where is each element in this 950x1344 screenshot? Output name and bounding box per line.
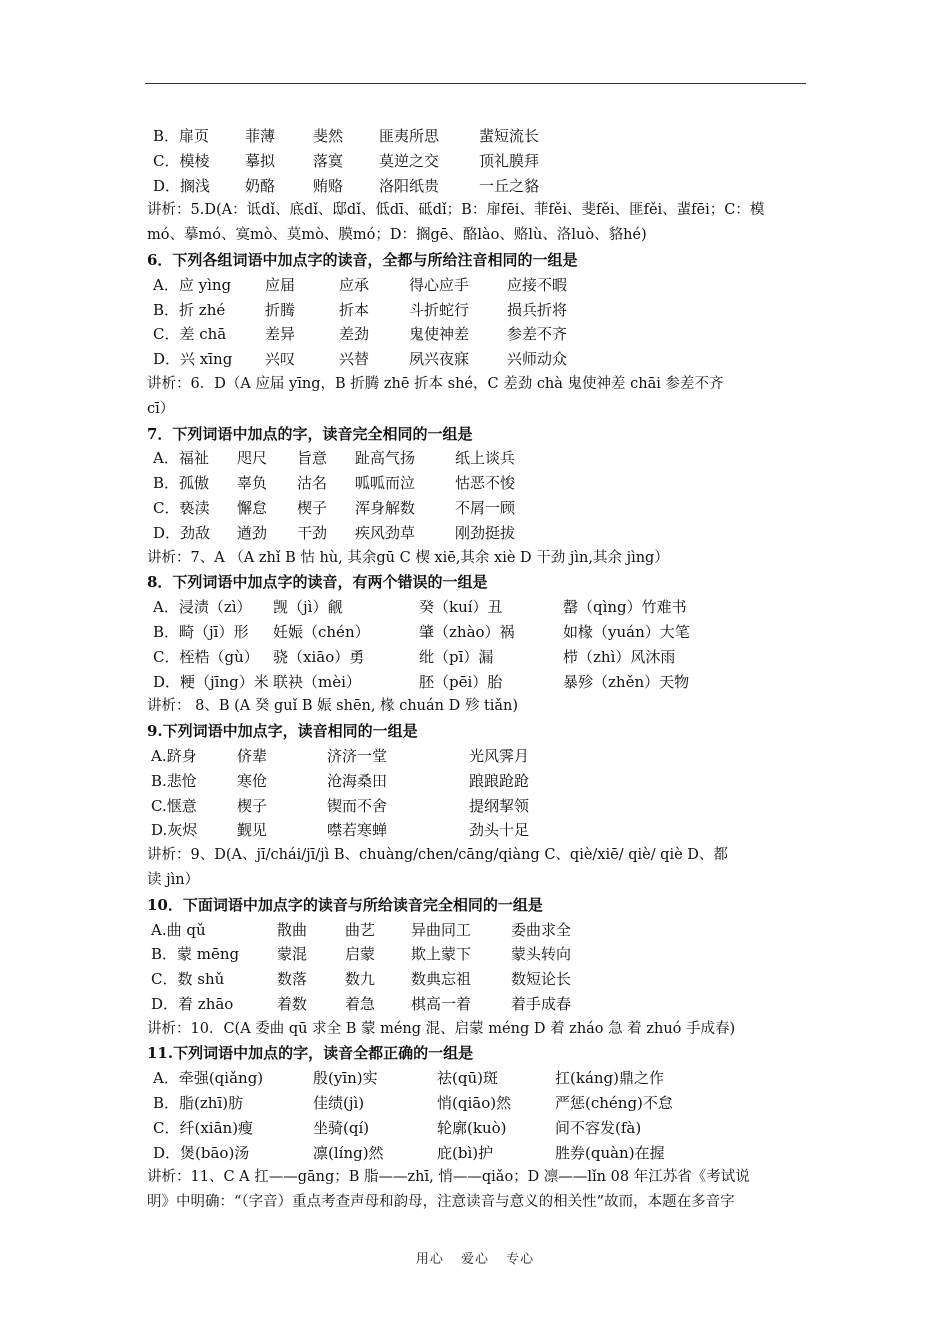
text-cell: 锲而不舍	[327, 796, 388, 815]
text-cell: 胜券(quàn)在握	[555, 1143, 665, 1162]
text-cell: 8．下列词语中加点字的读音，有两个错误的一组是	[147, 573, 488, 592]
option-line	[147, 124, 812, 149]
text-cell: 顶礼膜拜	[479, 151, 540, 170]
text-cell: 咫尺	[237, 449, 268, 468]
text-cell: B．孤傲	[153, 474, 210, 493]
text-cell: 旨意	[297, 449, 328, 468]
text-cell: C．纤(xiān)瘦	[153, 1118, 254, 1137]
text-cell: 兴师动众	[507, 350, 568, 369]
text-cell: B．扉页	[153, 127, 210, 145]
text-cell: 辜负	[237, 474, 268, 493]
text-cell: 讲析：11、C A 扛——gāng；B 脂——zhī, 悄——qiǎo；D 凛——lǐn 08 年江苏省《考试说	[147, 1169, 750, 1186]
text-cell: C．模棱	[153, 151, 210, 170]
text-cell: 讲析： 8、B (A 癸 guǐ B 娠 shēn, 椽 chuán D 殄 tiǎn)	[147, 698, 519, 715]
question-line	[147, 248, 812, 273]
explanation-line	[147, 868, 812, 893]
text-cell: 遒劲	[237, 523, 268, 542]
text-cell: 讲析：7、A （A zhǐ B 怙 hù, 其余gū C 楔 xiē,其余 xiè D 干劲 jìn,其余 jìng）	[147, 549, 669, 566]
text-cell: 贿赂	[313, 176, 344, 195]
text-cell: 折本	[339, 300, 370, 319]
text-cell: 济济一堂	[327, 746, 388, 765]
text-cell: 匪夷所思	[379, 127, 440, 145]
text-cell: 差劲	[339, 325, 370, 344]
text-cell: 讲析：5.D(A：诋dǐ、底dǐ、邸dǐ、低dī、砥dǐ；B：扉fēi、菲fěi、斐fěi、匪fěi、蜚fēi；C：模	[147, 202, 765, 219]
option-line	[147, 471, 812, 496]
text-cell: 斗折蛇行	[409, 300, 470, 319]
text-cell: 浑身解数	[355, 498, 416, 517]
text-cell: 落寞	[313, 151, 344, 170]
text-cell: 异曲同工	[411, 920, 472, 939]
text-cell: 轮廓(kuò)	[437, 1118, 507, 1137]
text-cell: 数落	[277, 970, 308, 989]
text-cell: 胚（pēi）胎	[419, 672, 503, 691]
text-cell: 坐骑(qí)	[313, 1118, 370, 1137]
text-cell: 菲薄	[245, 127, 276, 145]
text-cell: 悄(qiāo)然	[437, 1094, 512, 1113]
text-cell: A.跻身	[151, 746, 197, 765]
text-cell: 寒伧	[237, 771, 268, 790]
text-cell: 光风霁月	[469, 746, 530, 765]
option-line	[147, 794, 812, 819]
text-cell: 洛阳纸贵	[379, 176, 440, 195]
option-line	[147, 620, 812, 645]
explanation-line	[147, 1165, 812, 1190]
text-cell: 11.下列词语中加点的字，读音全都正确的一组是	[147, 1044, 474, 1063]
text-cell: B．折 zhé	[153, 300, 226, 319]
text-cell: 数短论长	[511, 970, 572, 989]
option-line	[147, 496, 812, 521]
text-cell: B．畸（jī）形	[153, 622, 249, 641]
question-line	[147, 1041, 812, 1066]
text-cell: D．煲(bāo)汤	[153, 1143, 250, 1162]
text-cell: 明》中明确：“（字音）重点考查声母和韵母，注意读音与意义的相关性”故而，本题在多音字	[147, 1194, 735, 1211]
explanation-line	[147, 397, 812, 422]
question-line	[147, 719, 812, 744]
text-cell: 奶酪	[245, 176, 276, 195]
explanation-line	[147, 1190, 812, 1215]
text-cell: D．搁浅	[153, 176, 211, 195]
text-cell: 鬼使神差	[409, 325, 470, 344]
text-cell: 提纲挈领	[469, 796, 530, 815]
text-cell: mó、摹mó、寞mò、莫mò、膜mó；D：搁gē、酪lào、赂lù、洛luò、貉hé)	[147, 227, 647, 244]
text-cell: 凛(líng)然	[313, 1143, 384, 1162]
option-line	[147, 347, 812, 372]
text-cell: C.惬意	[151, 796, 197, 815]
text-cell: 劲头十足	[469, 821, 530, 840]
option-line	[147, 670, 812, 695]
text-cell: 应接不暇	[507, 275, 568, 294]
text-cell: 9.下列词语中加点字，读音相同的一组是	[147, 722, 418, 741]
text-cell: 楔子	[237, 796, 268, 815]
text-cell: 祛(qū)斑	[437, 1069, 498, 1088]
text-cell: 疾风劲草	[355, 523, 416, 542]
text-cell: B．脂(zhī)肪	[153, 1094, 244, 1113]
text-cell: A．浸渍（zì）	[153, 598, 252, 617]
text-cell: 如椽（yuán）大笔	[563, 622, 690, 641]
option-line	[147, 174, 812, 199]
text-cell: 噤若寒蝉	[327, 821, 388, 840]
text-cell: 数九	[345, 970, 376, 989]
text-cell: 蒙混	[277, 945, 308, 964]
option-line	[147, 645, 812, 670]
text-cell: 棋高一着	[411, 994, 472, 1013]
text-cell: 数典忘祖	[411, 970, 472, 989]
option-line	[147, 1091, 812, 1116]
explanation-line	[147, 843, 812, 868]
option-line	[147, 273, 812, 298]
text-cell: 参差不齐	[507, 325, 568, 344]
option-line	[147, 744, 812, 769]
text-cell: A.曲 qǔ	[151, 920, 206, 939]
page-footer	[0, 1248, 950, 1267]
text-cell: 差异	[265, 325, 296, 344]
text-cell: 兴替	[339, 350, 370, 369]
text-cell: 趾高气扬	[355, 449, 416, 468]
text-cell: 莫逆之交	[379, 151, 440, 170]
text-cell: 蒙头转向	[511, 945, 572, 964]
option-line	[147, 521, 812, 546]
footer-left: 用心	[415, 1252, 444, 1267]
text-cell: 读 jìn）	[147, 871, 200, 888]
option-line	[147, 298, 812, 323]
text-cell: 侪辈	[237, 746, 268, 765]
text-cell: 蜚短流长	[479, 127, 540, 145]
text-cell: 摹拟	[245, 151, 276, 170]
text-cell: 呱呱而泣	[355, 474, 416, 493]
text-cell: 扛(káng)鼎之作	[555, 1069, 664, 1088]
option-line	[147, 322, 812, 347]
text-cell: 觊（jì）觎	[273, 598, 343, 617]
text-cell: B.悲怆	[151, 771, 197, 790]
text-cell: 应届	[265, 275, 296, 294]
explanation-line	[147, 223, 812, 248]
text-cell: 踉踉跄跄	[469, 771, 530, 790]
text-cell: 干劲	[297, 523, 328, 542]
text-cell: 着手成春	[511, 994, 572, 1013]
text-cell: 懈怠	[237, 498, 268, 517]
text-cell: 怙恶不悛	[455, 474, 516, 493]
text-cell: A．牵强(qiǎng)	[153, 1069, 264, 1088]
text-cell: 楔子	[297, 498, 328, 517]
text-cell: 联袂（mèi）	[273, 672, 361, 691]
text-cell: 庇(bì)护	[437, 1143, 494, 1162]
question-line	[147, 422, 812, 447]
document-body	[147, 124, 812, 1215]
option-line	[147, 595, 812, 620]
text-cell: D．劲敌	[153, 523, 211, 542]
text-cell: 暴殄（zhěn）天物	[563, 672, 690, 691]
text-cell: 7．下列词语中加点的字，读音完全相同的一组是	[147, 424, 473, 443]
text-cell: 栉（zhì）风沐雨	[563, 647, 676, 666]
text-cell: 觐见	[237, 821, 268, 840]
text-cell: 佳绩(jì)	[313, 1094, 365, 1113]
text-cell: 妊娠（chén）	[273, 622, 370, 641]
option-line	[147, 918, 812, 943]
text-cell: 损兵折将	[507, 300, 568, 319]
text-cell: 讲析：6．D（A 应届 yīng，B 折腾 zhē 折本 shé，C 差劲 chà 鬼使神差 chāi 参差不齐	[147, 375, 724, 392]
text-cell: 折腾	[265, 300, 296, 319]
text-cell: 应承	[339, 275, 370, 294]
text-cell: 散曲	[277, 920, 308, 939]
text-cell: 斐然	[313, 127, 344, 145]
text-cell: 兴叹	[265, 350, 296, 369]
text-cell: 殷(yīn)实	[313, 1069, 378, 1088]
text-cell: 欺上蒙下	[411, 945, 472, 964]
text-cell: cī）	[147, 400, 175, 417]
text-cell: 不屑一顾	[455, 498, 516, 517]
text-cell: D．粳（jīng）米	[153, 672, 269, 691]
text-cell: 得心应手	[409, 275, 470, 294]
question-line	[147, 893, 812, 918]
option-line	[147, 149, 812, 174]
text-cell: A．应 yìng	[153, 275, 232, 294]
text-cell: 癸（kuí）丑	[419, 598, 503, 617]
text-cell: C．桎梏（gù）	[153, 647, 259, 666]
text-cell: 沽名	[297, 474, 328, 493]
footer-mid: 爱心	[460, 1252, 489, 1267]
text-cell: 10．下面词语中加点字的读音与所给读音完全相同的一组是	[147, 895, 543, 914]
header-rule	[145, 83, 806, 84]
text-cell: 启蒙	[345, 945, 376, 964]
text-cell: 讲析：10．C(A 委曲 qū 求全 B 蒙 méng 混、启蒙 méng D 着 zháo 急 着 zhuó 手成春)	[147, 1020, 736, 1037]
text-cell: 间不容发(fà)	[555, 1118, 642, 1137]
text-cell: D.灰烬	[151, 821, 198, 840]
text-cell: 着急	[345, 994, 376, 1013]
text-cell: 刚劲挺拔	[455, 523, 516, 542]
text-cell: 委曲求全	[511, 920, 572, 939]
option-line	[147, 1141, 812, 1166]
text-cell: 肇（zhào）祸	[419, 622, 515, 641]
text-cell: 6．下列各组词语中加点字的读音，全都与所给注音相同的一组是	[147, 250, 578, 269]
text-cell: 纸上谈兵	[455, 449, 516, 468]
explanation-line	[147, 372, 812, 397]
option-line	[147, 1066, 812, 1091]
option-line	[147, 1116, 812, 1141]
option-line	[147, 992, 812, 1017]
text-cell: A．福祉	[153, 449, 209, 468]
option-line	[147, 818, 812, 843]
explanation-line	[147, 694, 812, 719]
text-cell: 夙兴夜寐	[409, 350, 470, 369]
text-cell: D．兴 xīng	[153, 350, 233, 369]
text-cell: 纰（pī）漏	[419, 647, 494, 666]
option-line	[147, 942, 812, 967]
text-cell: C．数 shǔ	[151, 970, 225, 989]
footer-right: 专心	[506, 1252, 535, 1267]
text-cell: 一丘之貉	[479, 176, 540, 195]
option-line	[147, 769, 812, 794]
text-cell: C．亵渎	[153, 498, 210, 517]
text-cell: D．着 zhāo	[151, 994, 234, 1013]
question-line	[147, 570, 812, 595]
text-cell: 讲析：9、D(A、jī/chái/jī/jì B、chuàng/chen/cāng/qiàng C、qiè/xiē/ qiè/ qiè D、都	[147, 847, 728, 864]
explanation-line	[147, 1017, 812, 1042]
text-cell: 着数	[277, 994, 308, 1013]
explanation-line	[147, 198, 812, 223]
text-cell: 罄（qìng）竹难书	[563, 598, 687, 617]
text-cell: 严惩(chéng)不怠	[555, 1094, 673, 1113]
text-cell: B．蒙 mēng	[151, 945, 240, 964]
option-line	[147, 446, 812, 471]
option-line	[147, 967, 812, 992]
text-cell: 曲艺	[345, 920, 376, 939]
text-cell: 沧海桑田	[327, 771, 388, 790]
explanation-line	[147, 546, 812, 571]
text-cell: C．差 chā	[153, 325, 227, 344]
text-cell: 骁（xiāo）勇	[273, 647, 365, 666]
